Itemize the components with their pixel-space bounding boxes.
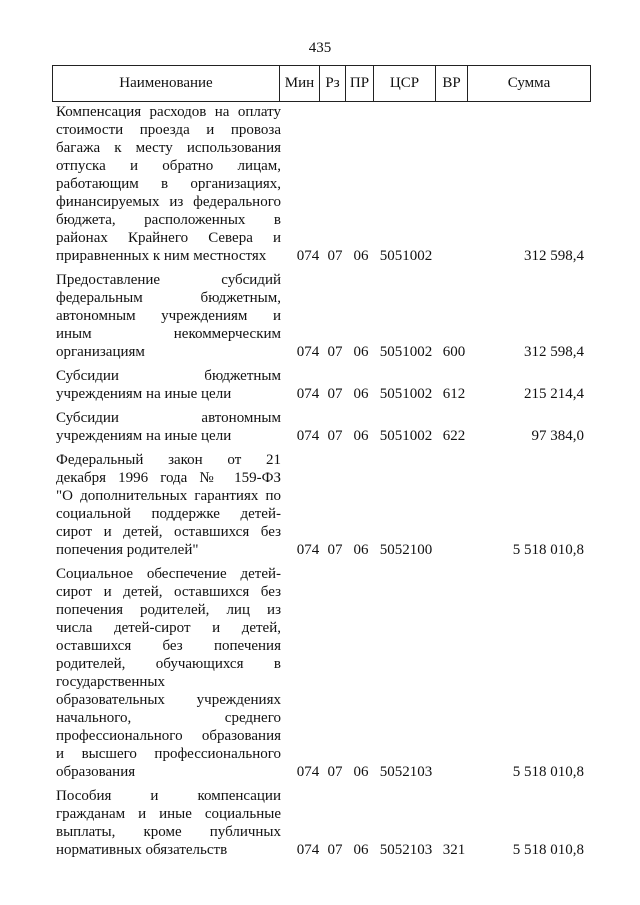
row-name-line: бюджета, расположенных в (56, 212, 281, 228)
header-pr: ПР (346, 66, 374, 102)
row-name-line: родителей, обучающихся в (56, 656, 281, 672)
row-csr: 5051002 (379, 248, 433, 264)
row-name-line: государственных (56, 674, 165, 690)
row-name-line: Субсидии бюджетным (56, 368, 281, 384)
row-pr: 06 (353, 764, 369, 780)
header-csr: ЦСР (374, 66, 436, 102)
row-sum: 5 518 010,8 (512, 542, 584, 558)
row-vr: 600 (442, 344, 466, 360)
table-header (52, 65, 591, 102)
row-min: 074 (296, 344, 320, 360)
table-row (52, 271, 590, 361)
header-rz: Рз (320, 66, 346, 102)
row-sum: 312 598,4 (524, 344, 584, 360)
row-min: 074 (296, 428, 320, 444)
row-name-line: иным некоммерческим (56, 326, 281, 342)
row-rz: 07 (327, 248, 343, 264)
row-name-line: отпуска и обратно лицам, (56, 158, 281, 174)
row-name-line: Федеральный закон от 21 (56, 452, 281, 468)
row-name (52, 103, 281, 265)
row-pr: 06 (353, 248, 369, 264)
row-name-line: сирот и детей, оставшихся без (56, 524, 281, 540)
row-name-line: профессионального образования (56, 728, 281, 744)
row-name-line: попечения родителей" (56, 542, 199, 558)
row-rz: 07 (327, 842, 343, 858)
row-rz: 07 (327, 344, 343, 360)
row-name-line: стоимости проезда и провоза (56, 122, 281, 138)
row-name (52, 451, 281, 559)
row-name-line: Предоставление субсидий (56, 272, 281, 288)
row-name-line: Компенсация расходов на оплату (56, 104, 281, 120)
row-pr: 06 (353, 542, 369, 558)
row-name-line: социальной поддержке детей- (56, 506, 281, 522)
row-name-line: учреждениям на иные цели (56, 428, 232, 444)
row-vr: 321 (442, 842, 466, 858)
row-name (52, 565, 281, 781)
row-name (52, 367, 281, 403)
row-sum: 5 518 010,8 (512, 764, 584, 780)
row-name-line: "О дополнительных гарантиях по (56, 488, 281, 504)
row-min: 074 (296, 386, 320, 402)
table-row (52, 565, 590, 781)
table-body (52, 103, 590, 859)
row-csr: 5052100 (379, 542, 433, 558)
row-min: 074 (296, 542, 320, 558)
row-vr: 622 (442, 428, 466, 444)
row-min: 074 (296, 764, 320, 780)
row-name-line: выплаты, кроме публичных (56, 824, 281, 840)
row-name-line: образовательных учреждениях (56, 692, 281, 708)
row-rz: 07 (327, 542, 343, 558)
table-row (52, 451, 590, 559)
row-name-line: начального, среднего (56, 710, 281, 726)
row-csr: 5052103 (379, 842, 433, 858)
row-name-line: образования (56, 764, 136, 780)
row-name-line: районах Крайнего Севера и (56, 230, 281, 246)
row-name-line: числа детей-сирот и детей, (56, 620, 281, 636)
row-csr: 5051002 (379, 386, 433, 402)
row-pr: 06 (353, 344, 369, 360)
row-name-line: Субсидии автономным (56, 410, 281, 426)
header-vr: ВР (436, 66, 468, 102)
row-name-line: оставшихся без попечения (56, 638, 281, 654)
row-name-line: сирот и детей, оставшихся без (56, 584, 281, 600)
row-name-line: работающим в организациях, (56, 176, 281, 192)
row-name-line: багажа к месту использования (56, 140, 281, 156)
header-min: Мин (280, 66, 320, 102)
row-name-line: и высшего профессионального (56, 746, 281, 762)
row-csr: 5051002 (379, 344, 433, 360)
row-name-line: гражданам и иные социальные (56, 806, 281, 822)
row-name-line: Пособия и компенсации (56, 788, 281, 804)
row-rz: 07 (327, 386, 343, 402)
row-name-line: приравненных к ним местностях (56, 248, 267, 264)
row-name-line: Социальное обеспечение детей- (56, 566, 281, 582)
row-sum: 5 518 010,8 (512, 842, 584, 858)
row-name-line: нормативных обязательств (56, 842, 228, 858)
row-pr: 06 (353, 842, 369, 858)
row-name-line: федеральным бюджетным, (56, 290, 281, 306)
row-sum: 312 598,4 (524, 248, 584, 264)
page-number: 435 (308, 40, 332, 56)
row-name (52, 409, 281, 445)
row-sum: 97 384,0 (531, 428, 584, 444)
row-vr: 612 (442, 386, 466, 402)
row-csr: 5052103 (379, 764, 433, 780)
row-name-line: организациям (56, 344, 145, 360)
row-name-line: финансируемых из федерального (56, 194, 281, 210)
row-name (52, 787, 281, 859)
row-min: 074 (296, 248, 320, 264)
row-rz: 07 (327, 428, 343, 444)
header-sum: Сумма (468, 66, 591, 102)
row-name-line: автономным учреждениям и (56, 308, 281, 324)
row-name-line: учреждениям на иные цели (56, 386, 232, 402)
table-row (52, 367, 590, 403)
row-pr: 06 (353, 428, 369, 444)
table-row (52, 103, 590, 265)
row-csr: 5051002 (379, 428, 433, 444)
row-pr: 06 (353, 386, 369, 402)
row-sum: 215 214,4 (524, 386, 584, 402)
row-name-line: декабря 1996 года № 159-ФЗ (56, 470, 281, 486)
table-row (52, 787, 590, 859)
table-row (52, 409, 590, 445)
header-name: Наименование (53, 66, 280, 102)
row-rz: 07 (327, 764, 343, 780)
row-min: 074 (296, 842, 320, 858)
row-name (52, 271, 281, 361)
row-name-line: попечения родителей, лиц из (56, 602, 281, 618)
